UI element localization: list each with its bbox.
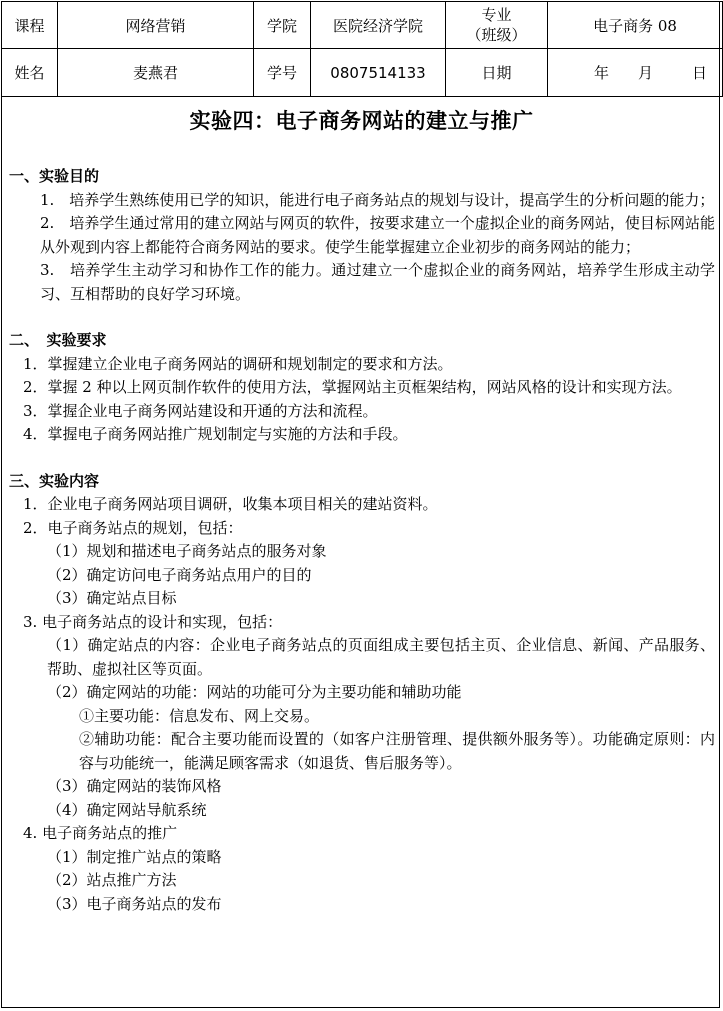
section-3-line-12: （4）确定网站导航系统 (47, 800, 207, 819)
document-body (9, 165, 715, 916)
section-3-line-8: （2）确定网站的功能：网站的功能可分为主要功能和辅助功能 (47, 683, 462, 701)
major-value: 电子商务 08 (548, 2, 723, 49)
college-value: 医院经济学院 (311, 2, 446, 49)
section-3-line-6: 3. 电子商务站点的设计和实现，包括： (23, 612, 283, 631)
date-year: 年 (593, 64, 609, 82)
section-3-line-7: （1）确定站点的内容：企业电子商务站点的页面组成主要包括主页、企业信息、新闻、产品服务、帮助、虚拟社区等页面。 (47, 636, 715, 678)
section-3-line-5: （3）确定站点目标 (47, 589, 177, 607)
section-2-item-3: 3．掌握企业电子商务网站建设和开通的方法和流程。 (23, 401, 378, 420)
course-label: 课程 (2, 2, 58, 49)
page-title: 实验四：电子商务网站的建立与推广 (189, 108, 534, 133)
section-3-line-11: （3）确定网站的装饰风格 (47, 777, 222, 795)
section-1-heading: 一、实验目的 (9, 167, 100, 185)
section-3-line-16: （3）电子商务站点的发布 (47, 894, 222, 913)
info-row-1 (2, 2, 723, 49)
info-row-2 (2, 49, 723, 97)
section-2-item-1: 1．掌握建立企业电子商务网站的调研和规划制定的要求和方法。 (23, 354, 453, 373)
section-3-heading: 三、实验内容 (9, 471, 100, 490)
major-label-line2: （班级） (466, 26, 527, 44)
section-2-item-2: 2．掌握 2 种以上网页制作软件的使用方法，掌握网站主页框架结构，网站风格的设计和实现方法。 (23, 378, 682, 396)
major-label-line1: 专业 (481, 6, 512, 24)
section-3-line-3: （1）规划和描述电子商务站点的服务对象 (47, 542, 327, 560)
section-2-item-4: 4．掌握电子商务网站推广规划制定与实施的方法和手段。 (23, 425, 408, 443)
name-label: 姓名 (2, 49, 58, 97)
college-label: 学院 (254, 2, 311, 49)
section-1-item-1: 1. 培养学生熟练使用已学的知识，能进行电子商务站点的规划与设计，提高学生的分析问题的能力； (40, 190, 715, 209)
section-3-line-10: ②辅助功能：配合主要功能而设置的（如客户注册管理、提供额外服务等）。功能确定原则：内容与功能统一，能满足顾客需求（如退货、售后服务等）。 (79, 730, 715, 772)
section-2-heading: 二、 实验要求 (9, 331, 107, 349)
section-3-line-2: 2．电子商务站点的规划，包括： (23, 518, 243, 537)
date-month: 月 (637, 64, 653, 82)
section-3-line-1: 1．企业电子商务网站项目调研，收集本项目相关的建站资料。 (23, 495, 438, 513)
section-1-item-3: 3. 培养学生主动学习和协作工作的能力。通过建立一个虚拟企业的商务网站，培养学生形成主动学习、互相帮助的良好学习环境。 (40, 261, 715, 303)
date-day: 日 (691, 64, 707, 82)
name-value: 麦燕君 (58, 49, 254, 97)
section-3-line-4: （2）确定访问电子商务站点用户的目的 (47, 565, 312, 584)
course-value: 网络营销 (58, 2, 254, 49)
id-value: 0807514133 (311, 49, 446, 97)
date-value (548, 49, 723, 97)
id-label: 学号 (254, 49, 311, 97)
section-3-line-9: ①主要功能：信息发布、网上交易。 (79, 706, 320, 725)
section-3-line-13: 4. 电子商务站点的推广 (23, 824, 178, 842)
section-1-item-2: 2. 培养学生通过常用的建立网站与网页的软件，按要求建立一个虚拟企业的商务网站，使目标网站能从外观到内容上都能符合商务网站的要求。使学生能掌握建立企业初步的商务网站的能力； (40, 214, 715, 256)
section-3-line-14: （1）制定推广站点的策略 (47, 847, 222, 866)
info-table (1, 1, 723, 97)
section-3-line-15: （2）站点推广方法 (47, 871, 177, 889)
date-label: 日期 (446, 49, 548, 97)
major-label (446, 2, 548, 49)
